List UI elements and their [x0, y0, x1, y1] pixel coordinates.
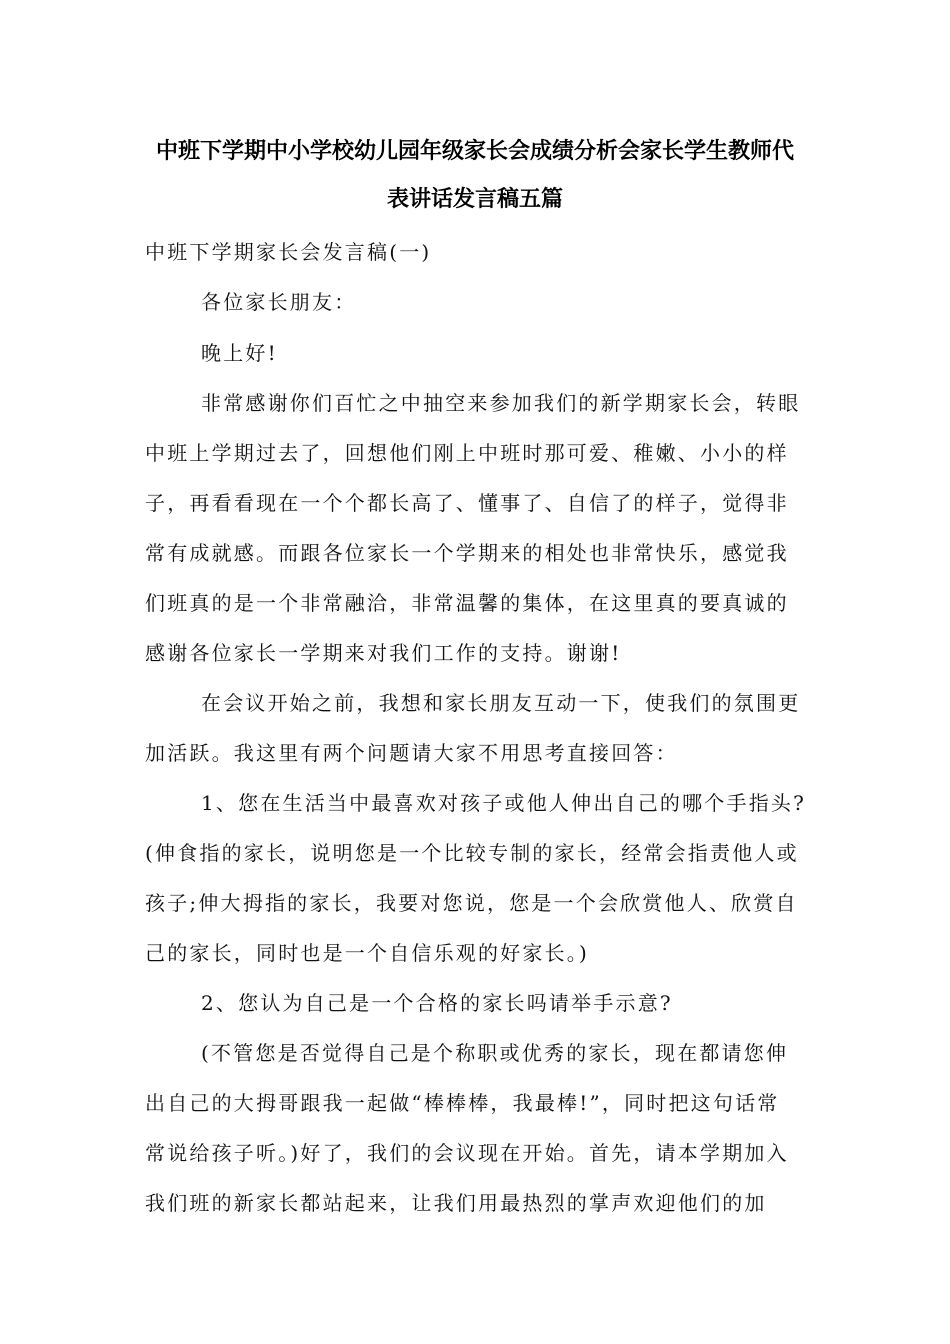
document-title-line-2: 表讲话发言稿五篇 [386, 187, 563, 212]
paragraph-line: 常说给孩子听。)好了，我们的会议现在开始。首先，请本学期加入 [145, 1141, 789, 1165]
question-line: 2、您认为自己是一个合格的家长吗请举手示意? [201, 991, 673, 1015]
question-line: 1、您在生活当中最喜欢对孩子或他人伸出自己的哪个手指头? [201, 791, 807, 815]
paragraph-line: 中班上学期过去了，回想他们刚上中班时那可爱、稚嫩、小小的样 [145, 441, 789, 465]
paragraph-line: 我们班的新家长都站起来，让我们用最热烈的掌声欢迎他们的加 [145, 1191, 767, 1215]
paragraph-line: 加活跃。我这里有两个问题请大家不用思考直接回答： [145, 741, 678, 765]
question-line: 孩子;伸大拇指的家长，我要对您说，您是一个会欣赏他人、欣赏自 [145, 891, 798, 915]
salutation: 晚上好! [201, 341, 278, 365]
paragraph-line: 非常感谢你们百忙之中抽空来参加我们的新学期家长会，转眼 [201, 391, 801, 415]
paragraph-line: 常有成就感。而跟各位家长一个学期来的相处也非常快乐，感觉我 [145, 541, 789, 565]
document-title-line-1: 中班下学期中小学校幼儿园年级家长会成绩分析会家长学生教师代 [155, 139, 794, 164]
question-line: 己的家长，同时也是一个自信乐观的好家长。) [145, 941, 590, 965]
question-line: (伸食指的家长，说明您是一个比较专制的家长，经常会指责他人或 [145, 841, 799, 865]
paragraph-line: 感谢各位家长一学期来对我们工作的支持。谢谢! [145, 641, 622, 665]
paragraph-line: 出自己的大拇哥跟我一起做“棒棒棒，我最棒!”，同时把这句话常 [145, 1091, 780, 1115]
speech-subtitle: 中班下学期家长会发言稿(一) [145, 240, 432, 264]
paragraph-line: 们班真的是一个非常融洽，非常温馨的集体，在这里真的要真诚的 [145, 591, 789, 615]
paragraph-line: (不管您是否觉得自己是个称职或优秀的家长，现在都请您伸 [201, 1041, 789, 1065]
paragraph-line: 在会议开始之前，我想和家长朋友互动一下，使我们的氛围更 [201, 691, 801, 715]
greeting: 各位家长朋友： [201, 290, 357, 314]
paragraph-line: 子，再看看现在一个个都长高了、懂事了、自信了的样子，觉得非 [145, 491, 789, 515]
